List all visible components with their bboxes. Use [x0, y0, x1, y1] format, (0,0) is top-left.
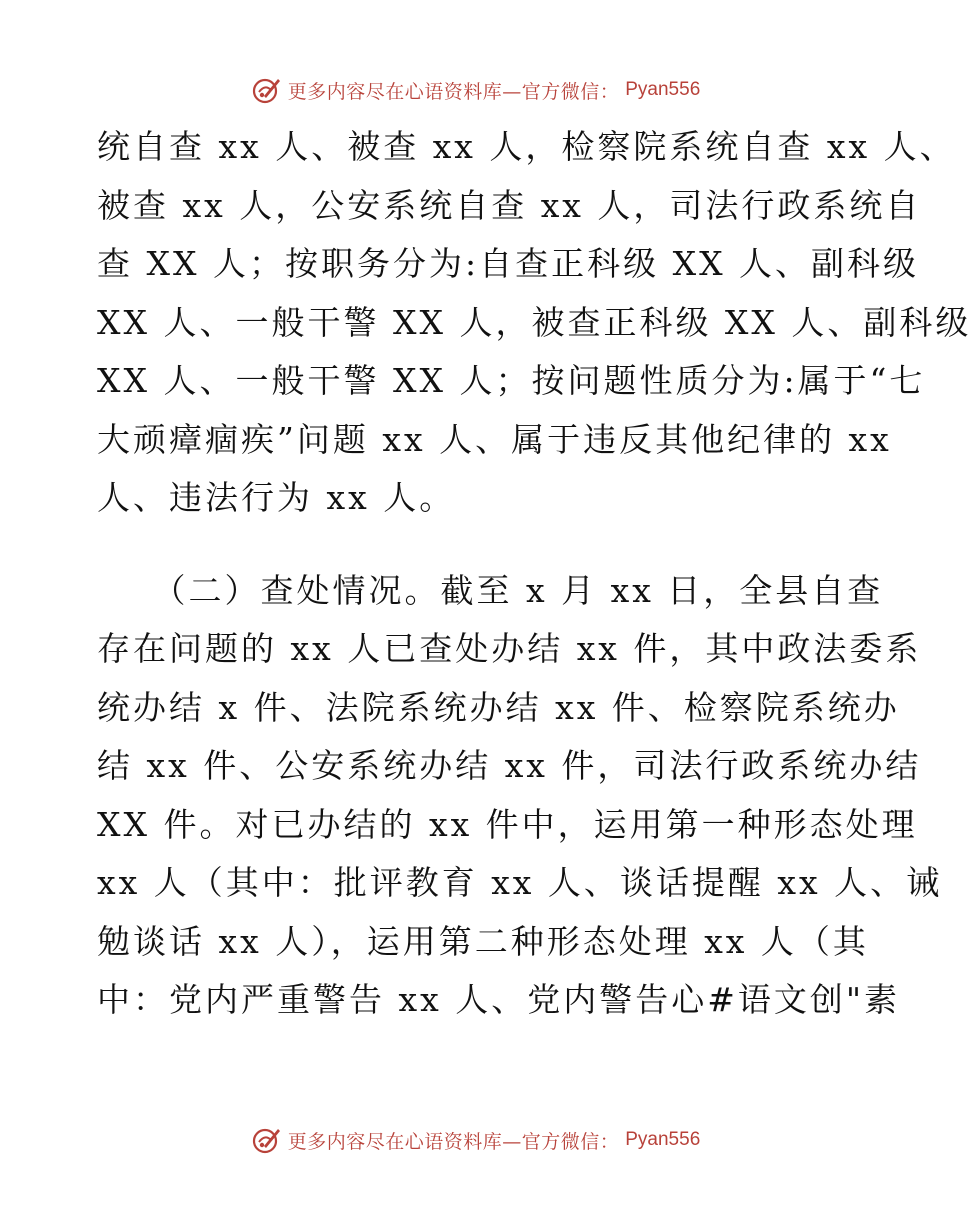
text-line: XX 人、一般干警 XX 人；按问题性质分为:属于“七 [97, 361, 926, 400]
text-line: 大顽瘴痼疾”问题 xx 人、属于违反其他纪律的 xx [97, 419, 892, 459]
header-banner-text: 更多内容尽在心语资料库—官方微信： [287, 80, 620, 103]
pen-logo-icon [250, 1124, 282, 1156]
header-banner [0, 70, 950, 110]
text-line: 查 XX 人；按职务分为:自查正科级 XX 人、副科级 [97, 244, 920, 283]
text-line: 被查 xx 人，公安系统自查 xx 人，司法行政系统自 [97, 185, 922, 225]
text-line: 统自查 xx 人、被查 xx 人，检察院系统自查 xx 人、 [97, 127, 956, 166]
header-banner-wechat-id: Pyan556 [625, 79, 701, 100]
text-line: XX 人、一般干警 XX 人，被查正科级 XX 人、副科级 [97, 302, 971, 342]
footer-banner-wechat-id: Pyan556 [625, 1129, 701, 1150]
text-line: XX 件。对已办结的 xx 件中，运用第一种形态处理 [97, 804, 918, 844]
text-line: xx 人（其中：批评教育 xx 人、谈话提醒 xx 人、诫 [97, 863, 943, 902]
text-line: （二）查处情况。截至 x 月 xx 日，全县自查 [97, 570, 884, 610]
document-body [97, 118, 971, 1030]
text-line: 人、违法行为 xx 人。 [97, 478, 456, 517]
text-line: 中：党内严重警告 xx 人、党内警告心#语文创"素 [97, 980, 901, 1019]
text-line: 存在问题的 xx 人已查处办结 xx 件，其中政法委系 [97, 629, 922, 668]
paragraph-2 [97, 562, 943, 1030]
pen-logo-icon [250, 74, 282, 106]
paragraph-1 [97, 118, 971, 528]
footer-banner-text: 更多内容尽在心语资料库—官方微信： [287, 1130, 620, 1153]
text-line: 统办结 x 件、法院系统办结 xx 件、检察院系统办 [97, 687, 900, 727]
text-line: 勉谈话 xx 人），运用第二种形态处理 xx 人（其 [97, 921, 869, 961]
text-line: 结 xx 件、公安系统办结 xx 件，司法行政系统办结 [97, 746, 922, 785]
paragraph-spacer [97, 528, 857, 562]
footer-banner [0, 1120, 950, 1160]
